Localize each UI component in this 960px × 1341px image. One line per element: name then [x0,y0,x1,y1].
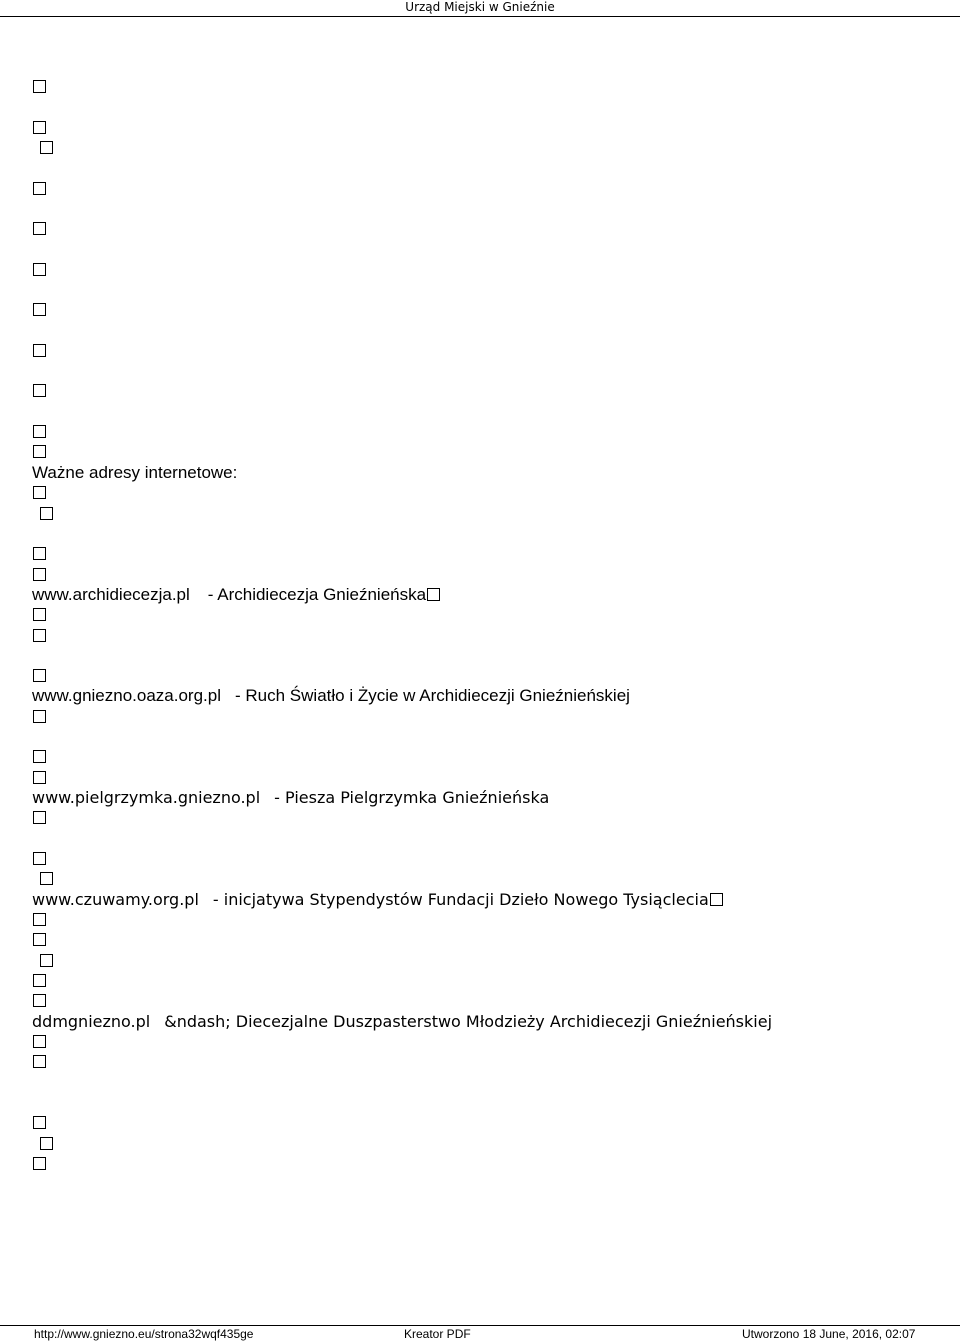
link-ddmgniezno[interactable]: ddmgniezno.pl [32,1012,151,1031]
missing-glyph-box-icon [33,222,46,235]
placeholder-row [32,768,46,788]
missing-glyph-box-icon [33,1157,46,1170]
missing-glyph-box-icon [33,974,46,987]
placeholder-row [32,260,46,280]
placeholder-row [32,1134,53,1154]
link-row-czuwamy [32,890,723,910]
placeholder-row [32,300,46,320]
link-description: - Piesza Pielgrzymka Gnieźnieńska [274,788,550,807]
link-description: - Archidiecezja Gnieźnieńska [207,585,427,604]
link-row-oaza [32,686,630,706]
missing-glyph-box-icon [33,344,46,357]
placeholder-row [32,179,46,199]
missing-glyph-box-icon [40,141,53,154]
missing-glyph-box-icon [33,384,46,397]
placeholder-row [32,1032,46,1052]
link-pielgrzymka[interactable]: www.pielgrzymka.gniezno.pl [32,788,261,807]
placeholder-row [32,930,46,950]
placeholder-row [32,219,46,239]
placeholder-row [32,991,46,1011]
placeholder-row [32,869,53,889]
missing-glyph-box-icon [33,608,46,621]
link-row-ddm [32,1012,772,1032]
missing-glyph-box-icon [33,263,46,276]
placeholder-row [32,1052,46,1072]
link-czuwamy[interactable]: www.czuwamy.org.pl [32,890,199,909]
link-description: - Ruch Światło i Życie w Archidiecezji Gnieźnieńskiej [235,686,630,705]
placeholder-row [32,1113,46,1133]
placeholder-row [32,971,46,991]
missing-glyph-box-icon [33,913,46,926]
placeholder-row [32,605,46,625]
footer-divider [0,1325,960,1326]
footer-created-date: Utworzono 18 June, 2016, 02:07 [742,1327,916,1341]
missing-glyph-box-icon [33,486,46,499]
placeholder-row [32,707,46,727]
placeholder-row [32,504,53,524]
missing-glyph-box-icon [33,80,46,93]
missing-glyph-box-icon [33,994,46,1007]
missing-glyph-box-icon [33,547,46,560]
missing-glyph-box-icon [33,811,46,824]
missing-glyph-box-icon [33,669,46,682]
missing-glyph-box-icon [33,121,46,134]
missing-glyph-box-icon [33,1116,46,1129]
placeholder-row [32,808,46,828]
placeholder-row [32,138,53,158]
placeholder-row [32,666,46,686]
placeholder-row [32,1154,46,1174]
link-row-pielgrzymka [32,788,549,808]
placeholder-row [32,849,46,869]
missing-glyph-box-icon [33,1035,46,1048]
link-description: - inicjatywa Stypendystów Fundacji Dzieło Nowego Tysiąclecia [212,890,709,909]
footer-page-url[interactable]: http://www.gniezno.eu/strona32wqf435ge [34,1327,254,1341]
link-oaza[interactable]: www.gniezno.oaza.org.pl [32,686,222,705]
section-heading: Ważne adresy internetowe: [32,463,238,482]
footer-generator: Kreator PDF [404,1327,471,1341]
placeholder-row [32,910,46,930]
missing-glyph-box-icon [33,933,46,946]
missing-glyph-box-icon [40,954,53,967]
missing-glyph-box-icon [40,507,53,520]
missing-glyph-box-icon [33,425,46,438]
missing-glyph-box-icon [33,445,46,458]
placeholder-row [32,483,46,503]
placeholder-row [32,422,46,442]
missing-glyph-box-icon [710,893,723,906]
placeholder-row [32,565,46,585]
placeholder-row [32,118,46,138]
missing-glyph-box-icon [33,1055,46,1068]
placeholder-row [32,544,46,564]
missing-glyph-box-icon [33,771,46,784]
placeholder-row [32,442,46,462]
missing-glyph-box-icon [33,852,46,865]
placeholder-row [32,381,46,401]
missing-glyph-box-icon [40,872,53,885]
missing-glyph-box-icon [33,182,46,195]
link-description: &ndash; Diecezjalne Duszpasterstwo Młodzieży Archidiecezji Gnieźnieńskiej [164,1012,773,1031]
placeholder-row [32,341,46,361]
placeholder-row [32,747,46,767]
missing-glyph-box-icon [33,629,46,642]
missing-glyph-box-icon [427,588,440,601]
missing-glyph-box-icon [40,1137,53,1150]
page-header-title: Urząd Miejski w Gnieźnie [405,0,555,14]
header-divider [0,16,960,17]
placeholder-row [32,951,53,971]
link-row-archidiecezja [32,585,440,605]
placeholder-row [32,626,46,646]
missing-glyph-box-icon [33,303,46,316]
missing-glyph-box-icon [33,710,46,723]
missing-glyph-box-icon [33,750,46,763]
link-archidiecezja[interactable]: www.archidiecezja.pl [32,585,190,604]
missing-glyph-box-icon [33,568,46,581]
placeholder-row [32,77,46,97]
